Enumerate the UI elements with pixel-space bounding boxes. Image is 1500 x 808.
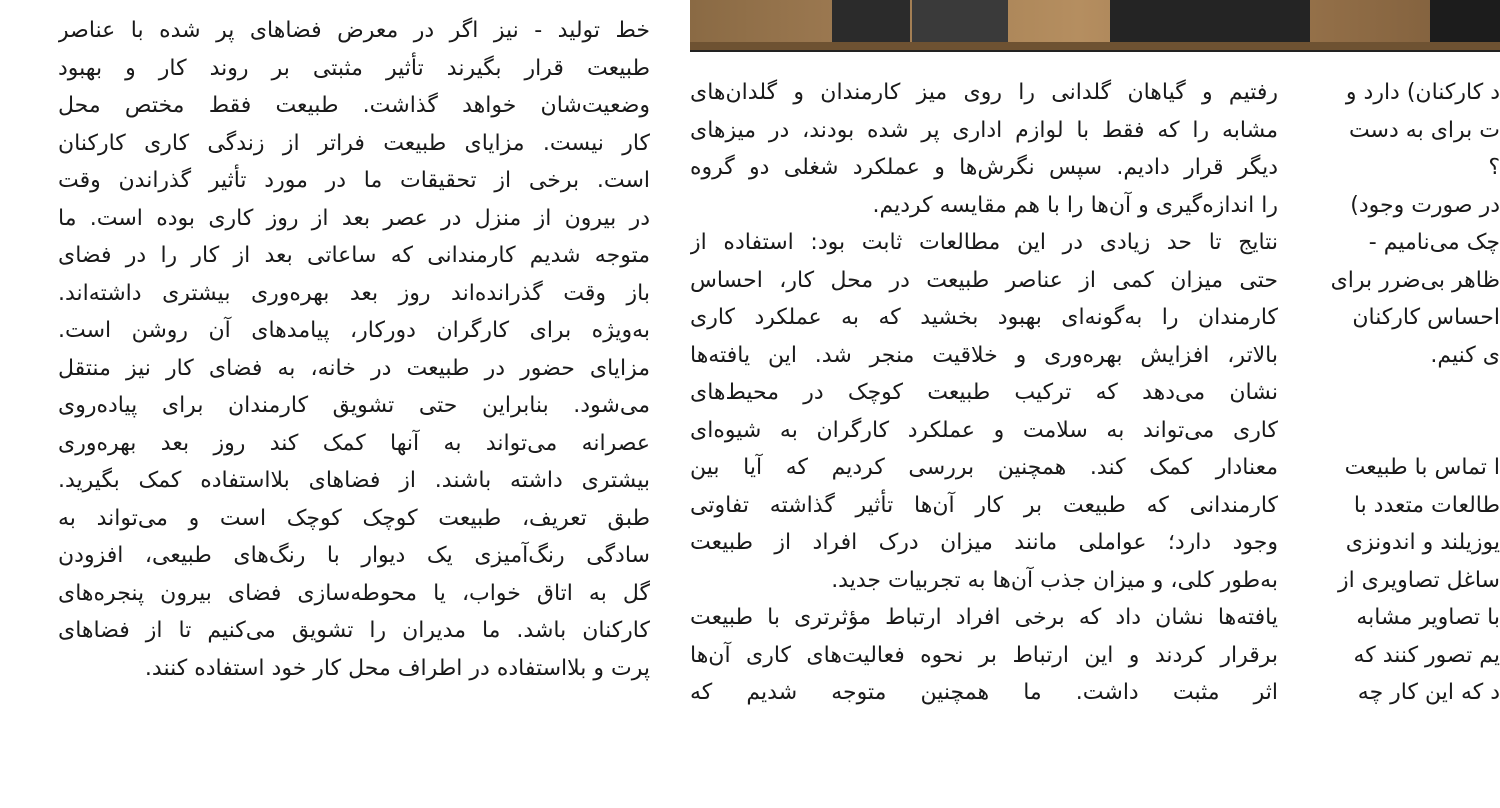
right-text-column-clipped [1300, 74, 1500, 712]
text-line: ؟ [1488, 155, 1500, 180]
text-line: پرت و بلااستفاده در اطراف محل کار خود استفاده کنند. [144, 655, 650, 681]
photo-border [690, 50, 1500, 52]
text-line: ساغل تصاویری از [1337, 567, 1500, 593]
text-line: یوزیلند و اندونزی [1345, 530, 1500, 555]
text-line: عصرانه می‌تواند به آنها کمک کند روز بعد بهره‌وری [58, 430, 650, 456]
text-line: معنادار کمک کند. همچنین بررسی کردیم که آیا بین [690, 455, 1278, 480]
text-line: نشان می‌دهد که ترکیب طبیعت کوچک در محیط‌های [690, 380, 1278, 405]
middle-text-column [690, 74, 1278, 712]
text-line: می‌شود. بنابراین حتی تشویق کارمندان برای پیاده‌روی [58, 393, 650, 418]
text-line: د کارکنان) دارد و [1345, 80, 1500, 105]
text-line: وجود دارد؛ عواملی مانند میزان درک افراد از طبیعت [690, 530, 1278, 555]
text-line: د که این کار چه [1357, 680, 1500, 705]
blank-line [1300, 412, 1500, 450]
text-line: کاری می‌تواند به سلامت و عملکرد کارگران به شیوه‌ای [690, 417, 1278, 443]
office-photo [690, 0, 1500, 50]
text-line: احساس کارکنان [1352, 305, 1500, 330]
text-line: است. برخی از تحقیقات ما در مورد تأثیر گذراندن وقت [58, 168, 650, 193]
text-line: نتایج تا حد زیادی در این مطالعات ثابت بود: استفاده از [690, 230, 1278, 255]
text-line: به‌طور کلی، و میزان جذب آن‌ها به تجربیات جدید. [831, 567, 1278, 593]
text-line: یافته‌ها نشان داد که برخی افراد ارتباط مؤثرتری با طبیعت [690, 605, 1278, 630]
text-line: سادگی رنگ‌آمیزی یک دیوار با رنگ‌های طبیعی، افزودن [58, 543, 650, 568]
text-line: ظاهر بی‌ضرر برای [1330, 267, 1500, 293]
text-line: را اندازه‌گیری و آن‌ها را با هم مقایسه کردیم. [872, 192, 1278, 218]
text-line: ا تماس با طبیعت [1344, 455, 1500, 480]
text-line: کارمندان را به‌گونه‌ای بهبود بخشید که به عملکرد کاری [690, 305, 1278, 330]
text-line: در بیرون از منزل در عصر بعد از روز کاری بوده است. ما [58, 205, 650, 231]
text-line: دیگر قرار دادیم. سپس نگرش‌ها و عملکرد شغلی دو گروه [690, 155, 1278, 180]
text-line: باز وقت گذرانده‌اند روز بعد بهره‌وری بیشتری داشته‌اند. [58, 280, 650, 306]
text-line: برقرار کردند و این ارتباط بر نحوه فعالیت‌های کاری آن‌ها [690, 642, 1278, 668]
text-line: حتی میزان کمی از عناصر طبیعت در محل کار، احساس [690, 267, 1278, 293]
text-line: با تصاویر مشابه [1356, 605, 1500, 630]
text-line: کارکنان باشد. ما مدیران را تشویق می‌کنیم تا از فضاهای [58, 618, 650, 643]
text-line: به‌ویژه برای کارگران دورکار، پیامدهای آن روشن است. [58, 318, 650, 343]
text-line: چک می‌نامیم - [1368, 230, 1500, 255]
text-line: بیشتری داشته باشند. از فضاهای بلااستفاده کمک بگیرید. [58, 468, 650, 493]
text-line: ی کنیم. [1430, 342, 1500, 368]
text-line: مزایای حضور در طبیعت در خانه، به فضای کار نیز منتقل [58, 355, 650, 381]
text-line: طالعات متعدد با [1353, 492, 1500, 518]
text-line: طبق تعریف، طبیعت کوچک کوچک است و می‌تواند به [58, 505, 650, 531]
text-line: اثر مثبت داشت. ما همچنین متوجه شدیم که [690, 680, 1278, 705]
text-line: ت برای به دست [1348, 117, 1500, 143]
left-text-column [58, 12, 650, 687]
text-line: گل به اتاق خواب، یا محوطه‌سازی فضای بیرون پنجره‌های [58, 580, 650, 606]
text-line: رفتیم و گیاهان گلدانی را روی میز کارمندان و گلدان‌های [690, 80, 1278, 105]
text-line: در صورت وجود) [1350, 192, 1500, 218]
photo-floor [690, 42, 1500, 50]
text-line: خط تولید - نیز اگر در معرض فضاهای پر شده با عناصر [58, 18, 650, 43]
text-line: طبیعت قرار بگیرند تأثیر مثبتی بر روند کار و بهبود [58, 55, 650, 81]
text-line: متوجه شدیم کارمندانی که ساعاتی بعد از کار را در فضای [58, 243, 650, 268]
text-line: کار نیست. مزایای طبیعت فراتر از زندگی کاری کارکنان [58, 130, 650, 156]
text-line: بالاتر، افزایش بهره‌وری و خلاقیت منجر شد. این یافته‌ها [690, 342, 1278, 368]
text-line: کارمندانی که طبیعت بر کار آن‌ها تأثیر گذاشته تفاوتی [690, 492, 1278, 518]
text-line: وضعیت‌شان خواهد گذاشت. طبیعت فقط مختص محل [58, 93, 650, 118]
blank-line [1300, 374, 1500, 412]
text-line: مشابه را که فقط با لوازم اداری پر شده بودند، در میزهای [690, 117, 1278, 143]
text-line: یم تصور کنند که [1353, 642, 1500, 668]
